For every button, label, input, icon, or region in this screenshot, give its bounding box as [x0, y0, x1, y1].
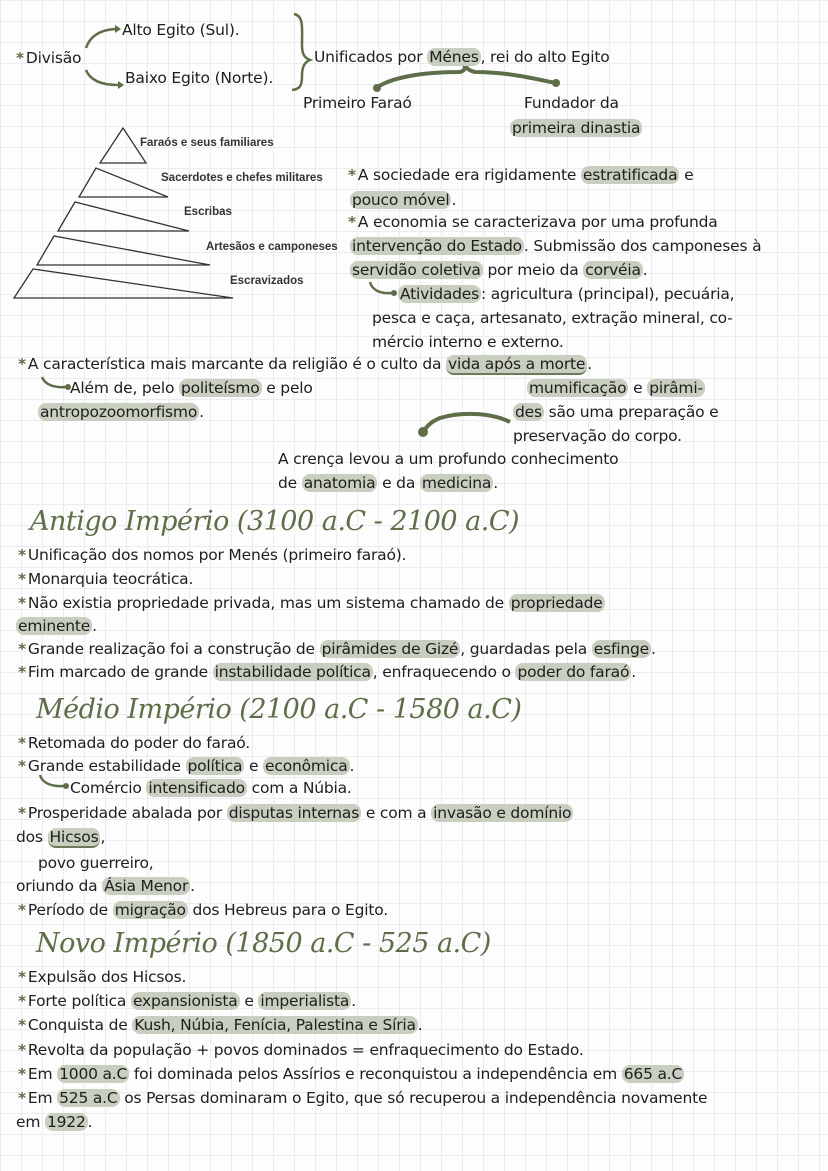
pyramid-level-3: Escribas: [184, 206, 232, 218]
religion-line-3: antropozoomorfismo .: [40, 403, 204, 421]
pyramid-level-5: Escravizados: [230, 275, 304, 287]
society-line-2: pouco móvel .: [352, 191, 457, 209]
antigo-bullet-2: * Monarquia teocrática.: [18, 570, 194, 588]
religion-line-2: Além de, pelo politeísmo e pelo: [70, 379, 313, 397]
medio-bullet-1: * Retomada do poder do faraó.: [18, 734, 250, 752]
medio-bullet-3c: povo guerreiro,: [38, 854, 154, 872]
antigo-imperio-title: Antigo Império (3100 a.C - 2100 a.C): [30, 506, 520, 537]
atividades-line-3: mércio interno e externo.: [372, 333, 564, 351]
mumificacao-line-3: preservação do corpo.: [513, 427, 682, 445]
primeira-dinastia: primeira dinastia: [512, 119, 641, 137]
pyramid-level-2: Sacerdotes e chefes militares: [161, 172, 323, 184]
novo-bullet-5: * Em 1000 a.C foi dominada pelos Assírios e reconquistou a independência em 665 a.C: [18, 1065, 683, 1083]
medio-bullet-2a: Comércio intensificado com a Núbia.: [70, 779, 352, 797]
religion-line-1: * A característica mais marcante da religião é o culto da vida após a morte .: [18, 355, 592, 373]
medio-bullet-3b: dos Hicsos ,: [16, 828, 106, 846]
novo-bullet-6: * Em 525 a.C os Persas dominaram o Egito, que só recuperou a independência novamente: [18, 1089, 708, 1107]
society-line-1: * A sociedade era rigidamente estratificada e: [348, 166, 694, 184]
mumificacao-line-1: mumificação e pirâmi-: [529, 379, 703, 397]
crenca-line-2: de anatomia e da medicina .: [278, 474, 498, 492]
novo-bullet-1: * Expulsão dos Hicsos.: [18, 968, 187, 986]
novo-bullet-2: * Forte política expansionista e imperialista .: [18, 992, 356, 1010]
primeiro-farao: Primeiro Faraó: [303, 94, 412, 112]
antigo-bullet-3b: eminente .: [18, 617, 97, 635]
antigo-bullet-3: * Não existia propriedade privada, mas um sistema chamado de propriedade: [18, 594, 603, 612]
pyramid-level-4: Artesãos e camponeses: [206, 241, 338, 253]
antigo-bullet-1: * Unificação dos nomos por Menés (primeiro faraó).: [18, 546, 407, 564]
medio-bullet-3d: oriundo da Ásia Menor .: [16, 877, 195, 895]
crenca-line-1: A crença levou a um profundo conhecimento: [278, 450, 619, 468]
pyramid-level-1: Faraós e seus familiares: [140, 137, 274, 149]
antigo-bullet-5: * Fim marcado de grande instabilidade política , enfraquecendo o poder do faraó .: [18, 663, 636, 681]
atividades-line-2: pesca e caça, artesanato, extração mineral, co-: [372, 309, 733, 327]
economy-line-1: * A economia se caracterizava por uma profunda: [348, 213, 718, 231]
medio-bullet-3: * Prosperidade abalada por disputas internas e com a invasão e domínio: [18, 804, 572, 822]
unificados-text: Unificados por Ménes , rei do alto Egito: [314, 48, 610, 66]
baixo-egito: Baixo Egito (Norte).: [125, 69, 274, 87]
atividades-line: Atividades : agricultura (principal), pecuária,: [400, 285, 735, 303]
fundador: Fundador da: [524, 94, 619, 112]
mumificacao-line-2: des são uma preparação e: [515, 403, 719, 421]
economy-line-2: intervenção do Estado . Submissão dos camponeses à: [352, 237, 762, 255]
alto-egito: Alto Egito (Sul).: [122, 21, 240, 39]
medio-bullet-4: * Período de migração dos Hebreus para o Egito.: [18, 901, 388, 919]
medio-imperio-title: Médio Império (2100 a.C - 1580 a.C): [36, 694, 522, 725]
antigo-bullet-4: * Grande realização foi a construção de pirâmides de Gizé , guardadas pela esfinge .: [18, 640, 656, 658]
economy-line-3: servidão coletiva por meio da corvéia .: [352, 261, 648, 279]
medio-bullet-2: * Grande estabilidade política e econômica .: [18, 757, 355, 775]
novo-imperio-title: Novo Império (1850 a.C - 525 a.C): [36, 928, 491, 959]
divisao-label: * Divisão: [16, 49, 82, 67]
novo-bullet-6b: em 1922 .: [16, 1113, 93, 1131]
novo-bullet-4: * Revolta da população + povos dominados = enfraquecimento do Estado.: [18, 1041, 584, 1059]
novo-bullet-3: * Conquista de Kush, Núbia, Fenícia, Palestina e Síria .: [18, 1016, 423, 1034]
